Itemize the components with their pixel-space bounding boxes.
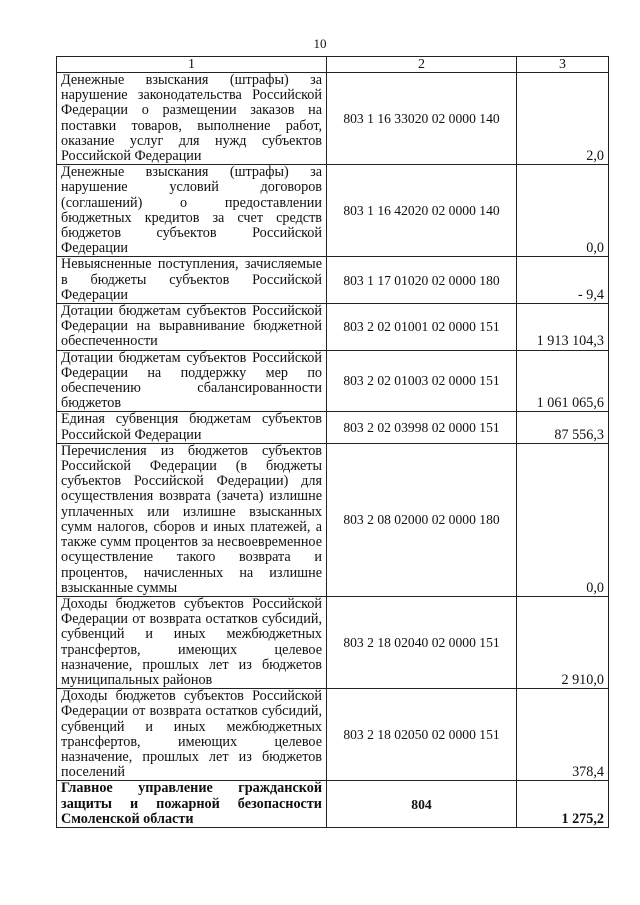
row-amount: 1 275,2 — [517, 781, 609, 828]
table-row — [57, 73, 609, 165]
table-row — [57, 443, 609, 596]
row-budget-code: 803 2 02 01001 02 0000 151 — [327, 304, 517, 351]
column-header-3: 3 — [517, 57, 609, 73]
row-amount: 2,0 — [517, 73, 609, 165]
row-description: Единая субвенция бюджетам субъектов Российской Федерации — [57, 412, 327, 443]
table-row — [57, 304, 609, 351]
table-row — [57, 412, 609, 443]
row-budget-code: 804 — [327, 781, 517, 828]
row-amount: 1 061 065,6 — [517, 350, 609, 412]
row-description: Денежные взыскания (штрафы) за нарушение законодательства Российской Федерации о размещении заказов на поставки товаров, выполнение работ, оказание услуг для нужд субъектов Российской Федерации — [57, 73, 327, 165]
row-description: Доходы бюджетов субъектов Российской Федерации от возврата остатков субсидий, субвенций и иных межбюджетных трансфертов, имеющих целевое назначение, прошлых лет из бюджетов поселений — [57, 689, 327, 781]
row-budget-code: 803 1 16 33020 02 0000 140 — [327, 73, 517, 165]
row-budget-code: 803 1 17 01020 02 0000 180 — [327, 257, 517, 304]
table-header-row — [57, 57, 609, 73]
row-description: Доходы бюджетов субъектов Российской Федерации от возврата остатков субсидий, субвенций и иных межбюджетных трансфертов, имеющих целевое назначение, прошлых лет из бюджетов муниципальных районов — [57, 596, 327, 688]
row-amount: 0,0 — [517, 443, 609, 596]
column-header-1: 1 — [57, 57, 327, 73]
row-description: Невыясненные поступления, зачисляемые в бюджеты субъектов Российской Федерации — [57, 257, 327, 304]
row-amount: 378,4 — [517, 689, 609, 781]
row-description: Дотации бюджетам субъектов Российской Федерации на поддержку мер по обеспечению сбалансированности бюджетов — [57, 350, 327, 412]
row-description: Перечисления из бюджетов субъектов Российской Федерации (в бюджеты субъектов Российской Федерации) для осуществления возврата (зачета) излишне уплаченных или излишне взысканных сумм налогов, сборов и иных платежей, а также сумм процентов за несвоевременное осуществление такого возврата и процентов, начисленных на излишне взысканные суммы — [57, 443, 327, 596]
row-description: Денежные взыскания (штрафы) за нарушение условий договоров (соглашений) о предоставлении бюджетных кредитов за счет средств бюджетов субъектов Российской Федерации — [57, 165, 327, 257]
row-amount: 87 556,3 — [517, 412, 609, 443]
table-row — [57, 257, 609, 304]
row-budget-code: 803 2 18 02050 02 0000 151 — [327, 689, 517, 781]
table-row — [57, 350, 609, 412]
row-description: Дотации бюджетам субъектов Российской Федерации на выравнивание бюджетной обеспеченности — [57, 304, 327, 351]
row-description: Главное управление гражданской защиты и пожарной безопасности Смоленской области — [57, 781, 327, 828]
row-budget-code: 803 1 16 42020 02 0000 140 — [327, 165, 517, 257]
table-row — [57, 596, 609, 688]
row-amount: 2 910,0 — [517, 596, 609, 688]
row-amount: - 9,4 — [517, 257, 609, 304]
row-budget-code: 803 2 08 02000 02 0000 180 — [327, 443, 517, 596]
row-budget-code: 803 2 02 01003 02 0000 151 — [327, 350, 517, 412]
row-budget-code: 803 2 02 03998 02 0000 151 — [327, 412, 517, 443]
table-row — [57, 781, 609, 828]
column-header-2: 2 — [327, 57, 517, 73]
row-amount: 1 913 104,3 — [517, 304, 609, 351]
row-amount: 0,0 — [517, 165, 609, 257]
table-row — [57, 689, 609, 781]
table-row — [57, 165, 609, 257]
page-number: 10 — [313, 36, 327, 51]
budget-revenue-table — [56, 56, 609, 828]
row-budget-code: 803 2 18 02040 02 0000 151 — [327, 596, 517, 688]
